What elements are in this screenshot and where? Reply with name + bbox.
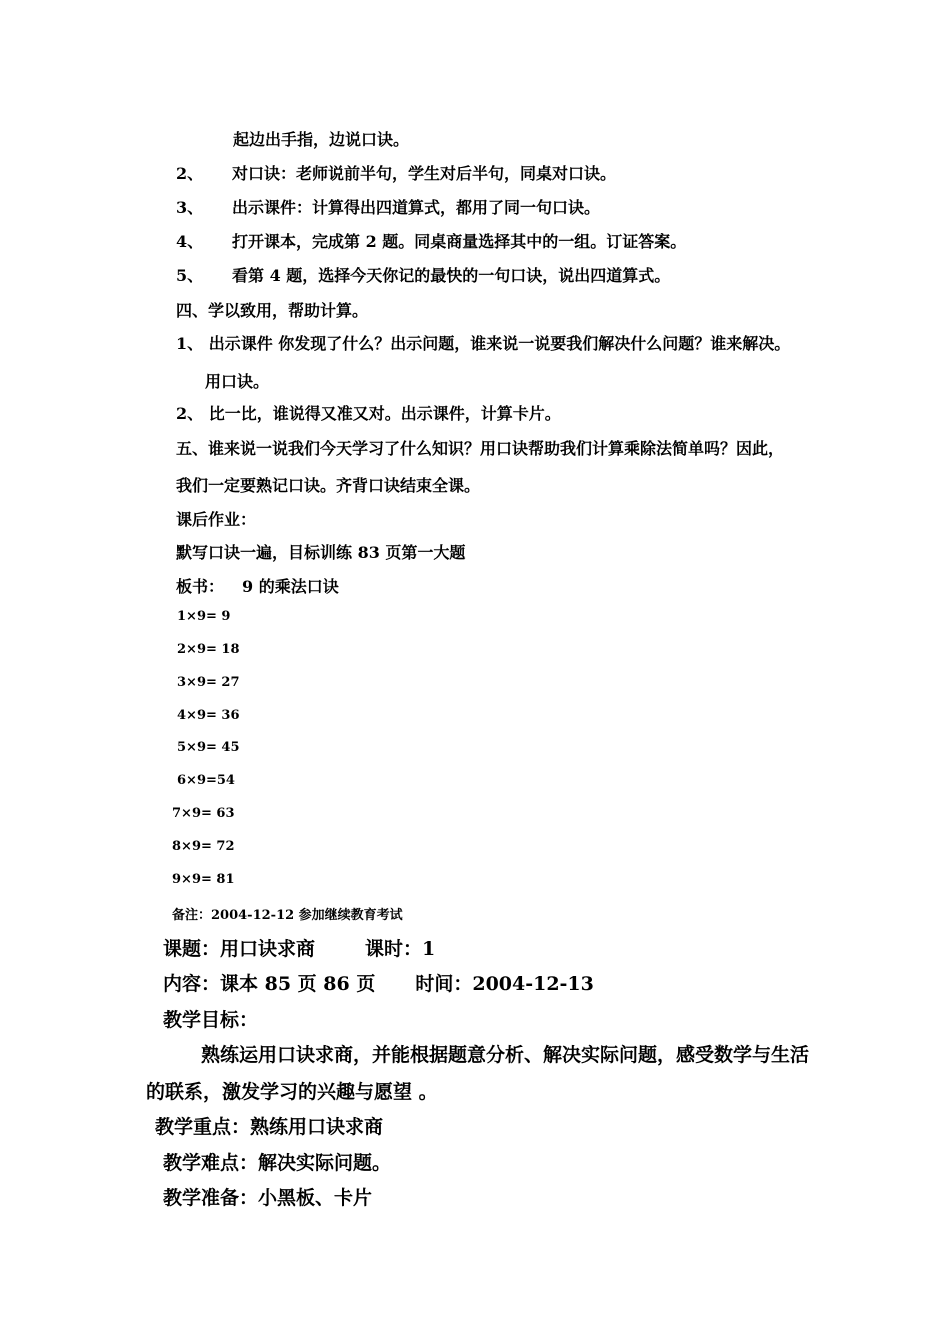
board-title: 9 的乘法口诀: [242, 577, 339, 596]
lesson-periods: 课时：1: [365, 938, 436, 960]
difficulty: 教学难点：解决实际问题。: [163, 1152, 392, 1174]
key-point: 教学重点：熟练用口诀求商: [155, 1116, 384, 1138]
step-number: 2、: [176, 164, 204, 183]
lesson-topic-line: [163, 934, 435, 961]
step-5: [176, 263, 670, 286]
section-4-heading: 四、学以致用，帮助计算。: [176, 301, 369, 320]
board-row: 7×9= 63: [172, 806, 235, 821]
step-number: 5、: [176, 266, 204, 285]
step-text: 打开课本，完成第 2 题。同桌商量选择其中的一组。订证答案。: [232, 232, 687, 251]
step-3: [176, 195, 600, 218]
step-number: 4、: [176, 232, 204, 251]
board-label: 板书：: [176, 577, 225, 596]
section-5-line-1: 五、谁来说一说我们今天学习了什么知识？用口诀帮助我们计算乘除法简单吗？因此，: [176, 439, 785, 458]
step-number: 3、: [176, 198, 204, 217]
board-row: 6×9=54: [177, 773, 235, 788]
goals-line-2: 的联系，激发学习的兴趣与愿望 。: [146, 1081, 438, 1103]
lesson-time: 时间：2004-12-13: [415, 973, 594, 995]
step-text: 出示课件：计算得出四道算式，都用了同一句口诀。: [232, 198, 601, 217]
preparation: 教学准备：小黑板、卡片: [163, 1187, 373, 1209]
step-4: [176, 229, 686, 252]
step-1-continuation: 起边出手指，边说口诀。: [233, 130, 410, 149]
lesson-content-line: [163, 969, 594, 996]
lesson-content: 内容：课本 85 页 86 页: [163, 973, 376, 995]
board-row: 2×9= 18: [177, 642, 240, 657]
lesson-topic: 课题：用口诀求商: [163, 938, 316, 960]
section-4-item-2: 2、 比一比，谁说得又准又对。出示课件，计算卡片。: [176, 404, 561, 423]
step-2: [176, 161, 616, 184]
board-row: 9×9= 81: [172, 872, 235, 887]
goals-line-1: 熟练运用口诀求商，并能根据题意分析、解决实际问题，感受数学与生活: [201, 1044, 810, 1066]
section-5-line-2: 我们一定要熟记口诀。齐背口诀结束全课。: [176, 476, 481, 495]
goals-label: 教学目标：: [163, 1009, 259, 1031]
board-heading: [176, 574, 339, 597]
homework-text: 默写口诀一遍，目标训练 83 页第一大题: [176, 543, 466, 562]
step-text: 对口诀：老师说前半句，学生对后半句，同桌对口诀。: [232, 164, 617, 183]
board-row: 5×9= 45: [177, 740, 240, 755]
board-row: 4×9= 36: [177, 708, 240, 723]
board-row: 3×9= 27: [177, 675, 240, 690]
homework-label: 课后作业：: [176, 510, 257, 529]
note: 备注：2004-12-12 参加继续教育考试: [172, 908, 403, 923]
step-text: 看第 4 题，选择今天你记的最快的一句口诀，说出四道算式。: [232, 266, 671, 285]
board-row: 8×9= 72: [172, 839, 235, 854]
section-4-item-1-continuation: 用口诀。: [205, 372, 270, 391]
section-4-item-1: 1、 出示课件 你发现了什么？出示问题，谁来说一说要我们解决什么问题？谁来解决。: [176, 334, 791, 353]
board-row: 1×9= 9: [177, 609, 231, 624]
